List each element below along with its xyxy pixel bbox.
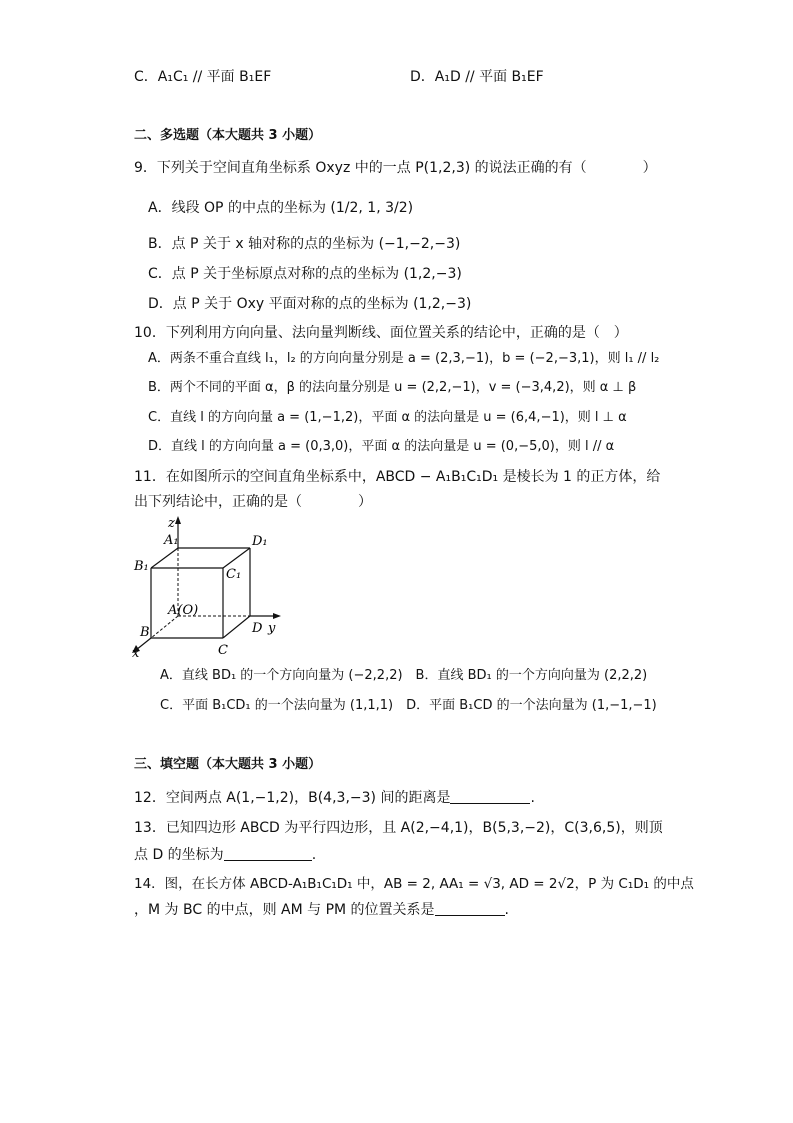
- edge-c1-d1: [223, 548, 250, 568]
- label-z: z: [168, 516, 175, 531]
- label-c1: C₁: [226, 567, 242, 582]
- q10-stem: 10．下列利用方向向量、法向量判断线、面位置关系的结论中，正确的是（ ）: [134, 325, 628, 341]
- q14-end: .: [504, 902, 509, 918]
- q12-answer-blank[interactable]: [450, 789, 530, 804]
- q9-option-d: D．点 P 关于 Oxy 平面对称的点的坐标为 (1,2,−3): [148, 296, 472, 312]
- hidden-edge-a-b: [151, 616, 178, 638]
- label-y: y: [268, 621, 276, 636]
- q8-option-d: D．A₁D // 平面 B₁EF: [410, 69, 544, 85]
- q12-stem: 12．空间两点 A(1,−1,2)，B(4,3,−3) 间的距离是: [134, 790, 451, 806]
- q13-stem: 点 D 的坐标为: [134, 847, 224, 863]
- q13-line2: [134, 845, 316, 865]
- q14-answer-blank[interactable]: [435, 901, 505, 916]
- z-arrow-icon: [175, 516, 181, 524]
- label-d: D: [252, 621, 263, 636]
- y-arrow-icon: [273, 613, 281, 619]
- q14-line1: 14．图，在长方体 ABCD-A₁B₁C₁D₁ 中，AB = 2, AA₁ = √3, AD = 2√2，P 为 C₁D₁ 的中点: [134, 876, 694, 892]
- q12-text: [134, 788, 535, 808]
- q11-options-row1: A．直线 BD₁ 的一个方向向量为 (−2,2,2) B．直线 BD₁ 的一个方向向量为 (2,2,2): [160, 668, 648, 683]
- q9-option-c: C．点 P 关于坐标原点对称的点的坐标为 (1,2,−3): [148, 266, 462, 282]
- q11-stem-line2: 出下列结论中，正确的是（ ）: [134, 494, 372, 510]
- q12-end: .: [530, 790, 535, 806]
- q11-options-row2: C．平面 B₁CD₁ 的一个法向量为 (1,1,1) D．平面 B₁CD 的一个法向量为 (1,−1,−1): [160, 698, 657, 713]
- label-a1: A₁: [164, 533, 179, 548]
- q11-stem-line1: 11．在如图所示的空间直角坐标系中，ABCD − A₁B₁C₁D₁ 是棱长为 1 的正方体，给: [134, 469, 661, 485]
- q10-option-b: B．两个不同的平面 α，β 的法向量分别是 u = (2,2,−1)，v = (−3,4,2)，则 α ⊥ β: [148, 380, 637, 395]
- cube-figure: [128, 512, 288, 658]
- edge-c-d: [223, 616, 250, 638]
- label-x: x: [132, 646, 140, 658]
- section-3-heading: 三、填空题（本大题共 3 小题）: [134, 757, 322, 772]
- q9-option-b: B．点 P 关于 x 轴对称的点的坐标为 (−1,−2,−3): [148, 236, 461, 252]
- edge-b1-a1: [151, 548, 178, 568]
- section-2-heading: 二、多选题（本大题共 3 小题）: [134, 128, 322, 143]
- q13-answer-blank[interactable]: [224, 846, 312, 861]
- q10-option-d: D．直线 l 的方向向量 a = (0,3,0)，平面 α 的法向量是 u = (0,−5,0)，则 l // α: [148, 439, 615, 454]
- q10-option-a: A．两条不重合直线 l₁，l₂ 的方向向量分别是 a = (2,3,−1)，b = (−2,−3,1)，则 l₁ // l₂: [148, 351, 660, 366]
- q13-end: .: [311, 847, 317, 863]
- q13-line1: 13．已知四边形 ABCD 为平行四边形，且 A(2,−4,1)，B(5,3,−2)，C(3,6,5)，则顶: [134, 820, 663, 836]
- label-b: B: [140, 625, 150, 640]
- q14-stem: ，M 为 BC 的中点，则 AM 与 PM 的位置关系是: [134, 902, 435, 918]
- label-a-origin: A(O): [168, 603, 199, 618]
- q9-stem: 9．下列关于空间直角坐标系 Oxyz 中的一点 P(1,2,3) 的说法正确的有（ ）: [134, 160, 657, 176]
- label-b1: B₁: [134, 559, 149, 574]
- q9-option-a: A．线段 OP 的中点的坐标为 (1/2, 1, 3/2): [148, 200, 414, 216]
- label-d1: D₁: [252, 534, 268, 549]
- q14-line2: [134, 900, 509, 920]
- q10-option-c: C．直线 l 的方向向量 a = (1,−1,2)，平面 α 的法向量是 u = (6,4,−1)，则 l ⊥ α: [148, 410, 627, 425]
- label-c: C: [218, 643, 228, 658]
- q8-option-c: C．A₁C₁ // 平面 B₁EF: [134, 69, 272, 85]
